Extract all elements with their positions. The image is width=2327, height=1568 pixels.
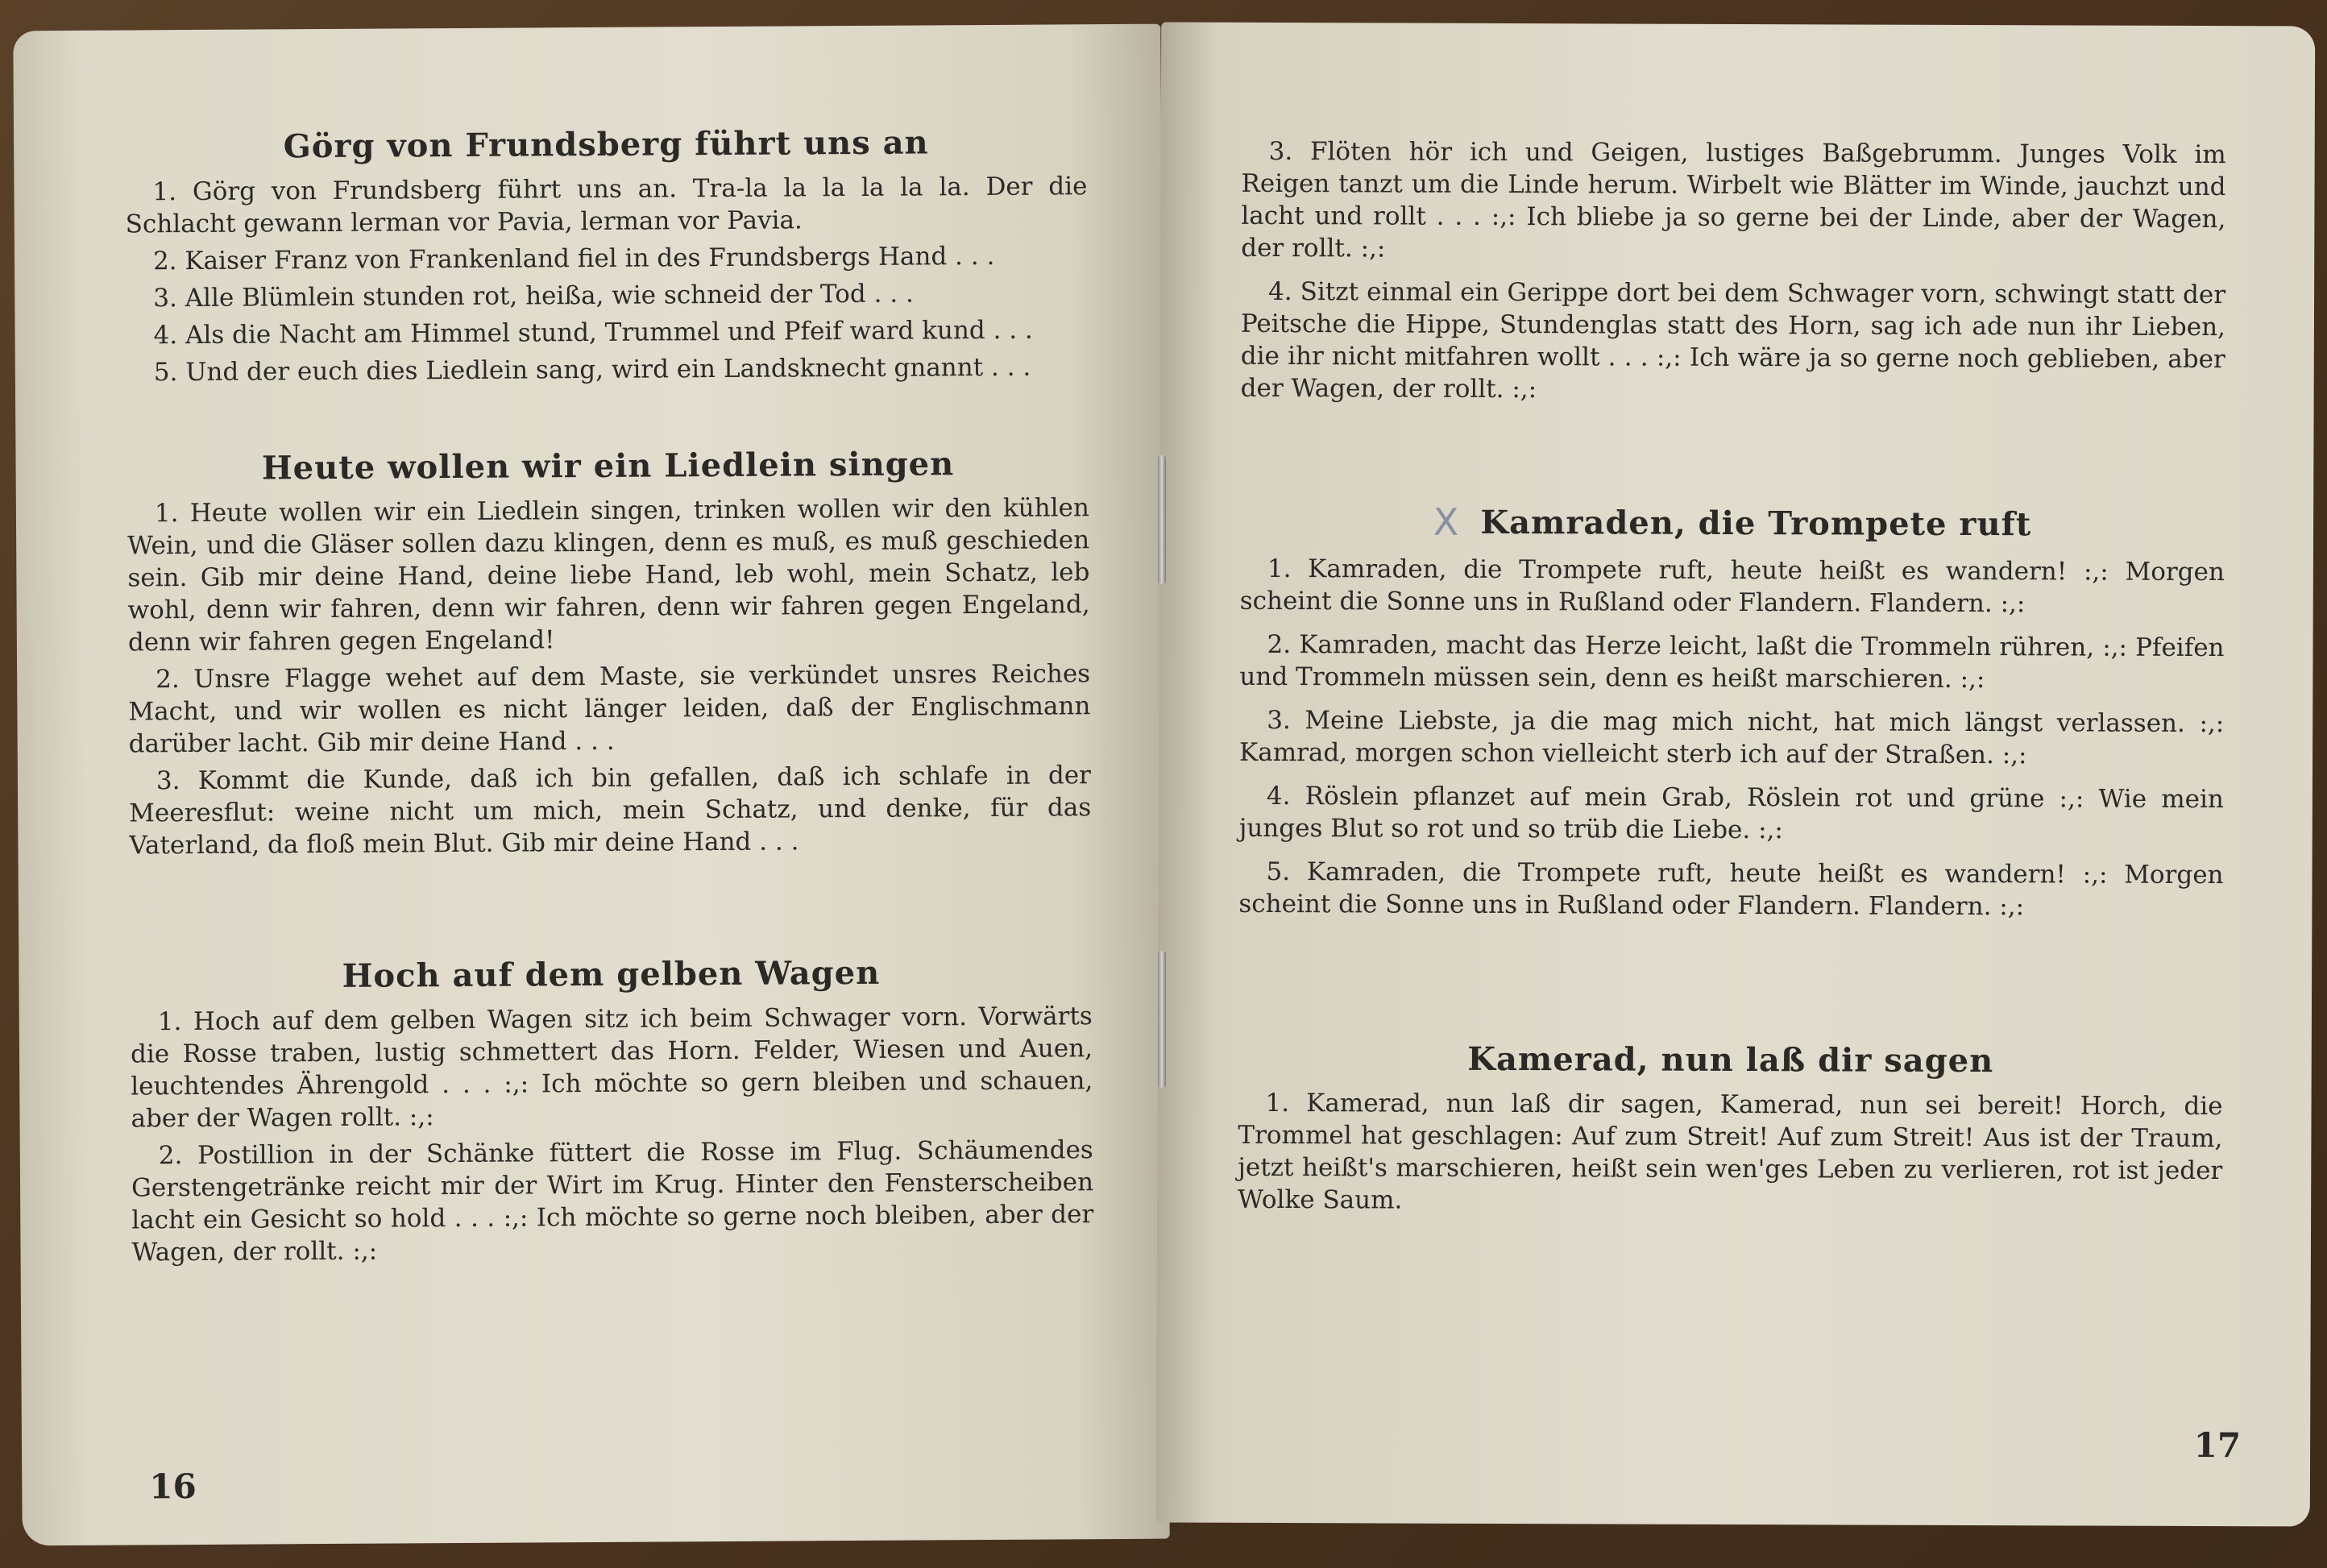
verse: 2. Postillion in der Schänke füttert die Rosse im Flug. Schäumendes Gerstengetränke reicht mir der Wirt im Krug. Hinter den Fensterscheiben lacht ein Gesicht so hold . . . :,: Ich möchte so gerne noch bleiben, aber der Wagen, der rollt. :,: — [131, 1135, 1094, 1267]
binding-staple — [1158, 455, 1166, 584]
song-title: Kamerad, nun laß dir sagen — [1467, 1039, 1994, 1081]
verse: 1. Heute wollen wir ein Liedlein singen, trinken wollen wir den kühlen Wein, und die Gläser sollen dazu klingen, denn es muß, es muß geschieden sein. Gib mir deine Hand, deine liebe Hand, leb wohl, mein Schatz, leb wohl, denn wir fahren, denn wir fahren, denn wir fahren gegen Engeland, denn wir fahren gegen Engeland! — [127, 493, 1090, 657]
song-title: Hoch auf dem gelben Wagen — [342, 953, 881, 995]
song-continuation — [1241, 135, 2226, 408]
left-page — [13, 24, 1169, 1546]
page-number: 17 — [2193, 1425, 2242, 1466]
verse: 3. Flöten hör ich und Geigen, lustiges Baßgebrumm. Junges Volk im Reigen tanzt um die Linde herum. Wirbelt wie Blätter im Winde, jauchzt und lacht und rollt . . . :,: Ich bliebe ja so gerne bei der Linde, aber der Wagen, der rollt. :,: — [1241, 136, 2226, 263]
song-title-text: Kamraden, die Trompete ruft — [1480, 503, 2032, 544]
verse: 2. Unsre Flagge wehet auf dem Maste, sie verkündet unsres Reiches Macht, und wir wollen es nicht länger leiden, daß der Englischmann darüber lacht. Gib mir deine Hand . . . — [128, 659, 1091, 759]
verse: 1. Kamraden, die Trompete ruft, heute heißt es wandern! :,: Morgen scheint die Sonne uns in Rußland oder Flandern. Flandern. :,: — [1239, 554, 2225, 619]
verse: 4. Als die Nacht am Himmel stund, Trummel und Pfeif ward kund . . . — [153, 315, 1033, 351]
verse: 5. Kamraden, die Trompete ruft, heute heißt es wandern! :,: Morgen scheint die Sonne uns in Rußland oder Flandern. Flandern. :,: — [1238, 857, 2224, 922]
verse: 3. Alle Blümlein stunden rot, heißa, wie schneid der Tod . . . — [153, 279, 914, 313]
verse: 5. Und der euch dies Liedlein sang, wird ein Landsknecht gnannt . . . — [153, 352, 1031, 388]
verse: 2. Kaiser Franz von Frankenland fiel in des Frundsbergs Hand . . . — [152, 241, 995, 276]
right-page — [1156, 23, 2315, 1527]
verse: 4. Sitzt einmal ein Gerippe dort bei dem Schwager vorn, schwingt statt der Peitsche die Hippe, Stundenglas statt des Horn, sag ich ade nun ihr Lieben, die ihr nicht mitfahren wollt . . . :,: Ich wäre ja so gerne noch geblieben, aber der Wagen, der rollt. :,: — [1240, 276, 2226, 404]
verse: 3. Kommt die Kunde, daß ich bin gefallen, daß ich schlafe in der Meeresflut: weine nicht um mich, mein Schatz, und denke, für das Vaterland, da floß mein Blut. Gib mir deine Hand . . . — [129, 761, 1092, 861]
song-heute-wollen-wir — [127, 444, 1091, 861]
song-goerg-von-frundsberg — [125, 122, 1089, 388]
song-kamerad-nun-lass-dir-sagen — [1238, 1039, 2223, 1219]
song-title: Heute wollen wir ein Liedlein singen — [261, 445, 955, 487]
page-number: 16 — [149, 1466, 197, 1507]
song-kamraden-die-trompete-ruft — [1238, 500, 2225, 923]
song-title: Görg von Frundsberg führt uns an — [283, 123, 929, 166]
verse: 4. Röslein pflanzet auf mein Grab, Röslein rot und grüne :,: Wie mein junges Blut so rot und so trüb die Liebe. :,: — [1238, 781, 2224, 845]
verse: 2. Kamraden, macht das Herze leicht, laßt die Trommeln rühren, :,: Pfeifen und Trommeln müssen sein, denn es heißt marschieren. :,: — [1239, 629, 2225, 695]
verse: 1. Görg von Frundsberg führt uns an. Tra-la la la la la la. Der die Schlacht gewann lerman vor Pavia, lerman vor Pavia. — [125, 172, 1088, 239]
verse: 1. Kamerad, nun laß dir sagen, Kamerad, nun sei bereit! Horch, die Trommel hat geschlagen: Auf zum Streit! Auf zum Streit! Aus ist der Traum, jetzt heißt's marschieren, heißt sein wen'ges Leben zu verlieren, rot ist jeder Wolke Saum. — [1238, 1088, 2223, 1215]
song-hoch-auf-dem-gelben-wagen — [130, 952, 1093, 1268]
pencil-x-mark: X — [1433, 500, 1460, 544]
verse: 1. Hoch auf dem gelben Wagen sitz ich beim Schwager vorn. Vorwärts die Rosse traben, lustig schmettert das Horn. Felder, Wiesen und Auen, leuchtendes Ährengold . . . :,: Ich möchte so gern bleiben und schauen, aber der Wagen rollt. :,: — [130, 1002, 1093, 1134]
song-title — [1240, 500, 2225, 546]
binding-staple — [1158, 951, 1166, 1088]
verse: 3. Meine Liebste, ja die mag mich nicht, hat mich längst verlassen. :,: Kamrad, morgen schon vielleicht sterb ich auf der Straßen. :,: — [1239, 705, 2225, 770]
